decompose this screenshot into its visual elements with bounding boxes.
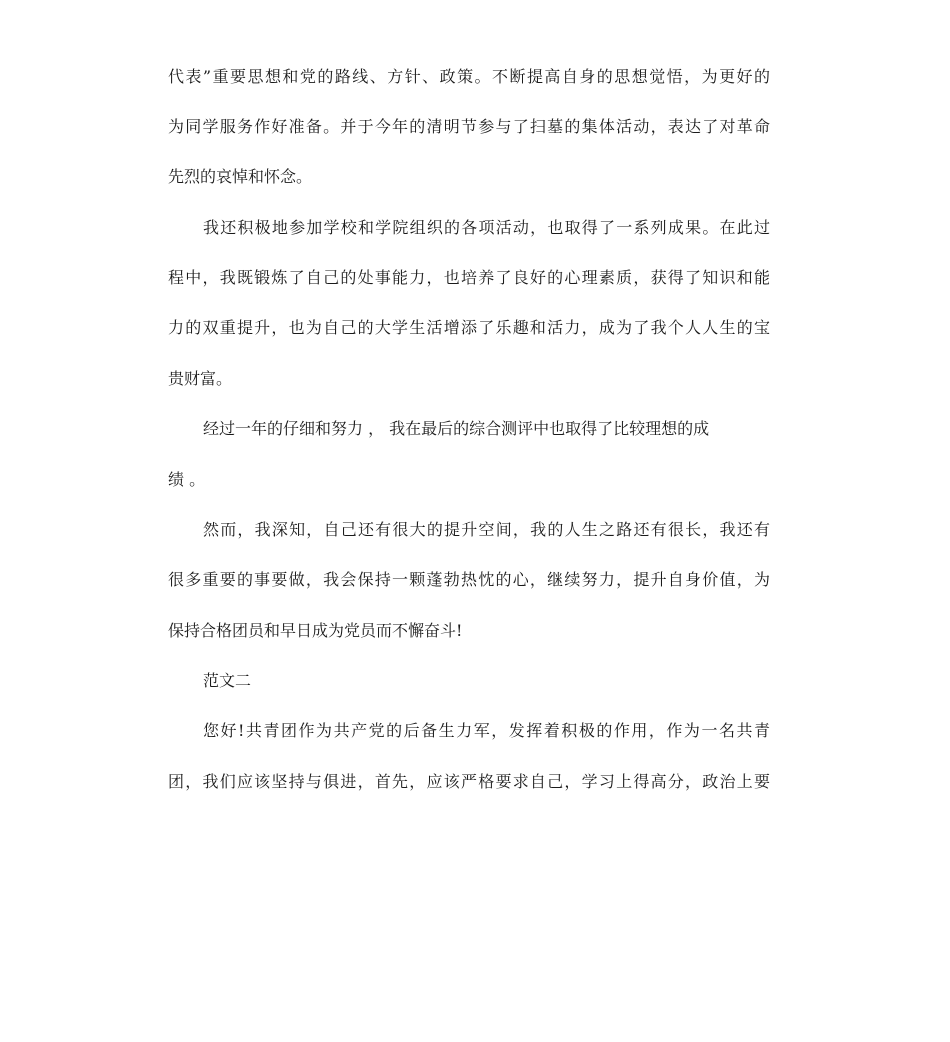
text-line: 为同学服务作好准备。并于今年的清明节参与了扫墓的集体活动，表达了对革命 xyxy=(168,117,770,136)
text-line: 绩 。 xyxy=(168,470,206,489)
text-line: 保持合格团员和早日成为党员而不懈奋斗! xyxy=(168,621,463,640)
section-heading: 范文二 xyxy=(203,671,252,690)
text-line: 力的双重提升，也为自己的大学生活增添了乐趣和活力，成为了我个人人生的宝 xyxy=(168,318,770,337)
text-line: 我还积极地参加学校和学院组织的各项活动，也取得了一系列成果。在此过 xyxy=(203,218,770,237)
text-line: 团，我们应该坚持与俱进，首先，应该严格要求自己，学习上得高分，政治上要 xyxy=(168,772,770,791)
text-line: 贵财富。 xyxy=(168,369,233,388)
text-line: 程中，我既锻炼了自己的处事能力，也培养了良好的心理素质，获得了知识和能 xyxy=(168,268,770,287)
text-line: 经过一年的仔细和努力 ， 我在最后的综合测评中也取得了比较理想的成 xyxy=(203,419,710,438)
text-line: 代表”重要思想和党的路线、方针、政策。不断提高自身的思想觉悟，为更好的 xyxy=(168,67,770,86)
text-line: 然而，我深知，自己还有很大的提升空间，我的人生之路还有很长，我还有 xyxy=(203,520,770,539)
text-line: 您好!共青团作为共产党的后备生力军，发挥着积极的作用，作为一名共青 xyxy=(203,721,770,740)
text-line: 先烈的哀悼和怀念。 xyxy=(168,167,313,186)
text-line: 很多重要的事要做，我会保持一颗蓬勃热忱的心，继续努力，提升自身价值，为 xyxy=(168,570,770,589)
